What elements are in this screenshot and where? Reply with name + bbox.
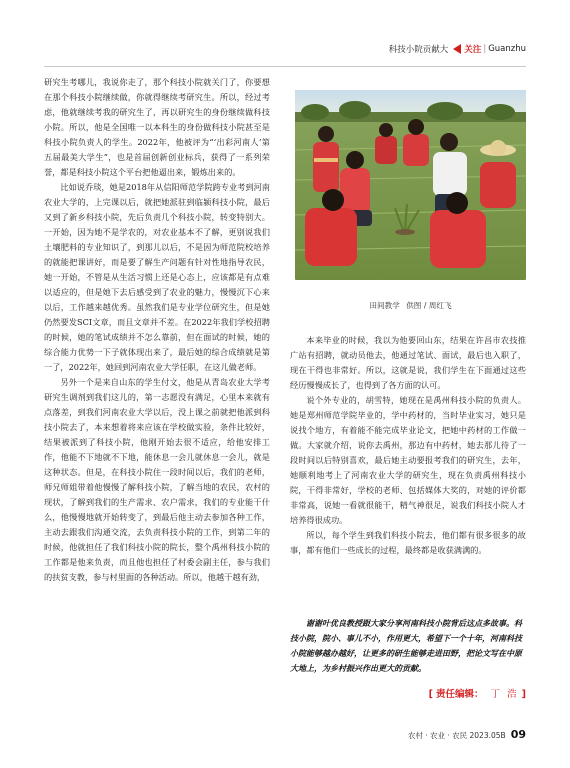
caption-credit: 供图 / 周红飞 bbox=[406, 301, 452, 310]
editor-credit bbox=[429, 686, 526, 700]
body-paragraph: 另外一个是来自山东的学生付文，他是从青岛农业大学考研究生调剂到我们这儿的，第一志愿没有满足，心里本来就有点落差，到我们河南农业大学以后，没上课之前就把他派到科技小院去了，本来想着将来应该在学校做实验，条件比较好，结果被派到了科技小院，他刚开始去很不适应，给他安排工作，他能不下地就不下地，能休息一会儿就休息一会儿，就是这种状态。但是，在科技小院住一段时间以后，我们的老师，师兄师姐带着他慢慢了解科技小院，了解当地的农民，农村的现状，了解到我们的生产需求、农户需求，我们的专业能干什么，他慢慢地就开始转变了，到最后他主动去参加各种工作，主动去跟我们沟通交流，去负责科技小院的工作，到第二年的时候，他就担任了我们科技小院的院长，整个禹州科技小院的工作都是他来负责，而且他也担任了村委会副主任，参与我们的扶贫支教，参与村里面的各种活动。所以，他越干越有劲， bbox=[44, 377, 270, 582]
editor-name: 丁 浩 bbox=[490, 689, 519, 700]
header-rule bbox=[44, 66, 526, 67]
series-title: 科技小院贡献大 bbox=[388, 45, 449, 55]
caption-title: 田间教学 bbox=[369, 301, 400, 310]
body-paragraph: 比如说乔琰，她是2018年从信阳师范学院跨专业考到河南农业大学的，上完课以后，就把她派驻到临颍科技小院，最后又到了新乡科技小院，先后负责几个科技小院，转变特别大。一开始，因为她不是学农的，对农业基本不了解，更别说我们土壤肥料的专业知识了，到那儿以后，不是因为师范院校培养的就能把课讲好，而是要了解生产问题有针对性地指导农民，她一开始，不管是从生活习惯上还是心态上，应该都是有点难以适应的，但是她下去后感受到了农业的魅力，慢慢沉下心来以后，工作越来越优秀。虽然我们是专业学位研究生，但是她仍然要发SCI文章，而且文章并不差。在2022年我们学校招聘的时候，她的笔试成绩并不怎么靠前，但在面试的时候，她的综合能力优势一下子就体现出来了，最后她的综合成绩就是第一了，2022年，她回到河南农业大学任职，在这儿做老师。 bbox=[44, 182, 270, 372]
editor-label: 责任编辑 bbox=[436, 689, 475, 700]
closing-quote-text: 谢谢叶优良教授跟大家分享河南科技小院背后这点多故事。科技小院，院小、事儿不小，作用更大，希望下一个十年，河南科技小院能够越办越好，让更多的研生能够走进田野，把论文写在中原大地上，为乡村振兴作出更大的贡献。 bbox=[290, 618, 522, 673]
section-title: 关注 bbox=[464, 45, 482, 55]
page-number: 09 bbox=[510, 728, 526, 741]
body-paragraph: 研究生考哪儿，我说你走了，那个科技小院就关门了，你要想在那个科技小院继续做，你就得继续考研究生。所以，经过考虑，他就继续考我的研究生了，再以研究生的身份继续做科技小院。所以，他是全国唯一以本科生的身份做科技小院甚至是科技小院负责人的学生。2022年，他被评为“‘出彩河南人’第五届最美大学生”，也是首届创新创业标兵，获得了一系列荣誉，都是科技小院这个平台把他逼出来，锻炼出来的。 bbox=[44, 77, 270, 177]
right-column bbox=[290, 333, 526, 558]
editor-colon: ： bbox=[474, 689, 484, 700]
triangle-marker-icon bbox=[453, 44, 461, 54]
field-teaching-photo bbox=[295, 90, 526, 280]
body-paragraph: 所以，每个学生到我们科技小院去，他们都有很多很多的故事，都有他们一些成长的过程，最终都是收获满满的。 bbox=[290, 530, 526, 555]
page-footer bbox=[408, 728, 526, 741]
header-separator: | bbox=[483, 44, 487, 54]
editor-bracket-open: [ bbox=[428, 689, 433, 700]
left-column bbox=[44, 75, 270, 585]
page-header bbox=[389, 42, 526, 56]
section-pinyin: Guanzhu bbox=[488, 44, 526, 54]
closing-quote bbox=[290, 616, 526, 676]
body-paragraph: 说个外专业的，胡雪特，她现在是禹州科技小院的负责人。她是郑州师范学院毕业的，学中药材的，当时毕业实习，她只是说找个地方，有着能不能完成毕业论文，把她中药材的工作做一做。大家就介绍，说你去禹州，那边有中药材，她去那儿待了一段时间以后特别喜欢，最后她主动要报考我们的研究生，去年，她顺利地考上了河南农业大学的研究生，现在负责禹州科技小院，干得非常好，学校的老师、包括媒体大奖的，对她的评价都非常高，说她一看就很能干，精气神很足，说我们科技小院人才培养得很成功。 bbox=[290, 395, 526, 525]
editor-bracket-close: ] bbox=[521, 689, 526, 700]
photo-caption bbox=[295, 300, 526, 311]
publication-info: 农村 · 农业 · 农民 2023.05B bbox=[407, 731, 506, 740]
body-paragraph: 本来毕业的时候，我以为他要回山东，结果在许昌市农技推广站有招聘，就动员他去，他通过笔试、面试，最后也入职了，现在干得也非常好。所以，这就是说，我们学生在下面通过这些经历慢慢成长了，也得到了各方面的认可。 bbox=[290, 335, 526, 390]
